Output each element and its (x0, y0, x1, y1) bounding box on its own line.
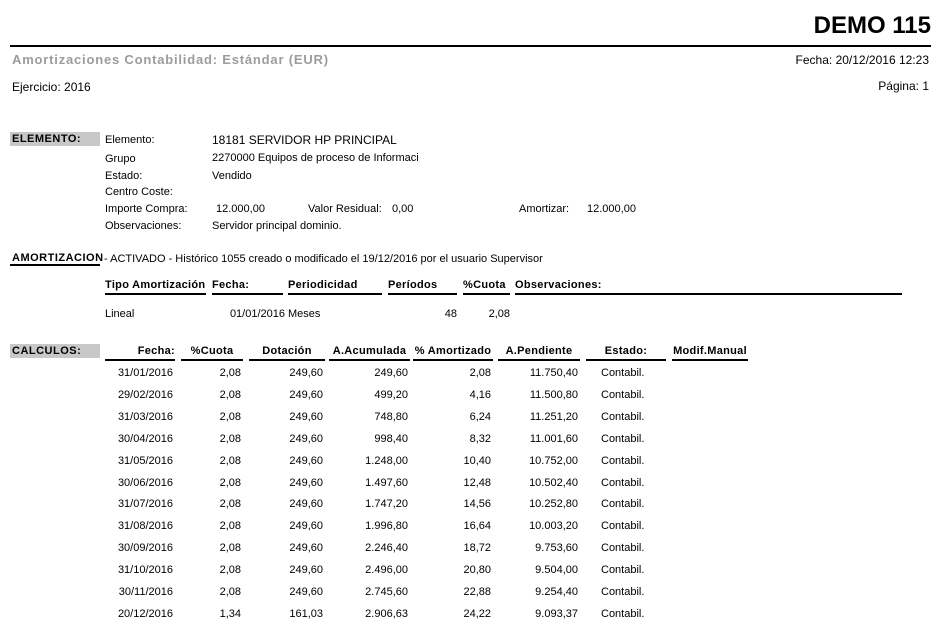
calc-pending: 10.502,40 (529, 477, 578, 489)
calc-amortized-pct: 16,64 (463, 520, 491, 532)
calc-dotation: 249,60 (289, 586, 323, 598)
calc-date: 31/10/2016 (117, 564, 173, 576)
group-label: Grupo (105, 153, 136, 165)
group-value: 2270000 Equipos de proceso de Informaci (212, 152, 419, 164)
calc-accumulated: 998,40 (374, 433, 408, 445)
calc-dotation: 249,60 (289, 564, 323, 576)
calc-date: 30/09/2016 (117, 542, 173, 554)
purchase-label: Importe Compra: (105, 203, 188, 215)
calc-header-amortized-pct: % Amortizado (413, 345, 493, 361)
amort-type: Lineal (105, 308, 135, 320)
calc-header-dotation: Dotación (249, 345, 325, 361)
calc-date: 30/06/2016 (117, 477, 173, 489)
page-number: Página: 1 (878, 79, 929, 93)
cost-center-label: Centro Coste: (105, 186, 173, 198)
calc-amortized-pct: 18,72 (463, 542, 491, 554)
print-date: Fecha: 20/12/2016 12:23 (795, 53, 929, 67)
calc-dotation: 161,03 (289, 608, 323, 620)
calc-amortized-pct: 4,16 (469, 389, 491, 401)
calc-status: Contabil. (601, 608, 645, 620)
calc-dotation: 249,60 (289, 498, 323, 510)
report-title: Amortizaciones Contabilidad: Estándar (EUR) (12, 52, 329, 67)
calc-accumulated: 1.248,00 (365, 455, 408, 467)
calc-header-accumulated: A.Acumulada (329, 345, 410, 361)
calc-date: 20/12/2016 (117, 608, 173, 620)
calc-accumulated: 748,80 (374, 411, 408, 423)
header-divider (10, 45, 931, 47)
section-label-amortization: AMORTIZACION (12, 252, 104, 264)
amort-quota: 2,08 (488, 308, 510, 320)
notes-label: Observaciones: (105, 220, 182, 232)
calc-quota: 2,08 (219, 367, 241, 379)
calc-accumulated: 1.996,80 (365, 520, 408, 532)
calc-dotation: 249,60 (289, 389, 323, 401)
calc-status: Contabil. (601, 367, 645, 379)
amortize-label: Amortizar: (519, 203, 570, 215)
section-label-calculations: CALCULOS: (10, 344, 100, 358)
calc-amortized-pct: 12,48 (463, 477, 491, 489)
calc-pending: 11.251,20 (529, 411, 578, 423)
calc-pending: 11.001,60 (529, 433, 578, 445)
company-name: DEMO 115 (813, 12, 931, 39)
amort-date: 01/01/2016 (229, 308, 285, 320)
calc-pending: 9.504,00 (535, 564, 578, 576)
notes-value: Servidor principal dominio. (212, 220, 342, 232)
calc-accumulated: 249,60 (374, 367, 408, 379)
calc-quota: 1,34 (219, 608, 241, 620)
calc-dotation: 249,60 (289, 520, 323, 532)
calc-pending: 9.093,37 (535, 608, 578, 620)
calc-status: Contabil. (601, 586, 645, 598)
calc-quota: 2,08 (219, 564, 241, 576)
calc-quota: 2,08 (219, 542, 241, 554)
col-header-periods: Períodos (388, 279, 457, 295)
calc-status: Contabil. (601, 477, 645, 489)
calc-quota: 2,08 (219, 455, 241, 467)
calc-amortized-pct: 20,80 (463, 564, 491, 576)
calc-header-date: Fecha: (105, 345, 175, 361)
calc-header-manual: Modif.Manual (672, 345, 748, 361)
calc-pending: 10.003,20 (529, 520, 578, 532)
calc-date: 31/01/2016 (117, 367, 173, 379)
calc-pending: 9.254,40 (535, 586, 578, 598)
calc-accumulated: 499,20 (374, 389, 408, 401)
calc-dotation: 249,60 (289, 455, 323, 467)
calc-accumulated: 2.496,00 (365, 564, 408, 576)
calc-dotation: 249,60 (289, 411, 323, 423)
calc-accumulated: 2.745,60 (365, 586, 408, 598)
col-header-quota: %Cuota (463, 279, 510, 295)
calc-amortized-pct: 22,88 (463, 586, 491, 598)
calc-date: 29/02/2016 (117, 389, 173, 401)
col-header-type: Tipo Amortización (105, 279, 206, 295)
calc-status: Contabil. (601, 389, 645, 401)
calc-amortized-pct: 14,56 (463, 498, 491, 510)
calc-status: Contabil. (601, 564, 645, 576)
calc-amortized-pct: 2,08 (469, 367, 491, 379)
calc-amortized-pct: 6,24 (469, 411, 491, 423)
calc-dotation: 249,60 (289, 433, 323, 445)
calc-amortized-pct: 24,22 (463, 608, 491, 620)
calc-accumulated: 1.747,20 (365, 498, 408, 510)
history-text: - ACTIVADO - Histórico 1055 creado o modificado el 19/12/2016 por el usuario Supervisor (104, 253, 543, 265)
calc-pending: 10.252,80 (529, 498, 578, 510)
calc-accumulated: 2.906,63 (365, 608, 408, 620)
exercise-year: Ejercicio: 2016 (12, 80, 91, 94)
calc-date: 31/08/2016 (117, 520, 173, 532)
calc-status: Contabil. (601, 520, 645, 532)
calc-quota: 2,08 (219, 586, 241, 598)
calc-quota: 2,08 (219, 477, 241, 489)
element-value: 18181 SERVIDOR HP PRINCIPAL (212, 133, 397, 147)
status-label: Estado: (105, 170, 143, 182)
residual-value: 0,00 (392, 203, 414, 215)
calc-date: 30/04/2016 (117, 433, 173, 445)
calc-status: Contabil. (601, 433, 645, 445)
calc-quota: 2,08 (219, 411, 241, 423)
calc-amortized-pct: 8,32 (469, 433, 491, 445)
calc-status: Contabil. (601, 411, 645, 423)
calc-quota: 2,08 (219, 520, 241, 532)
calc-pending: 10.752,00 (529, 455, 578, 467)
calc-pending: 11.500,80 (529, 389, 578, 401)
calc-header-status: Estado: (586, 345, 666, 361)
calc-pending: 9.753,60 (535, 542, 578, 554)
col-header-date: Fecha: (212, 279, 283, 295)
calc-quota: 2,08 (219, 433, 241, 445)
calc-dotation: 249,60 (289, 477, 323, 489)
calc-date: 30/11/2016 (118, 586, 173, 598)
section-label-element: ELEMENTO: (10, 132, 100, 146)
calc-pending: 11.750,40 (529, 367, 578, 379)
calc-amortized-pct: 10,40 (463, 455, 491, 467)
calc-header-quota: %Cuota (181, 345, 243, 361)
col-header-periodicity: Periodicidad (288, 279, 382, 295)
purchase-value: 12.000,00 (216, 203, 265, 215)
element-label: Elemento: (105, 134, 155, 146)
calc-status: Contabil. (601, 498, 645, 510)
calc-status: Contabil. (601, 455, 645, 467)
calc-accumulated: 1.497,60 (365, 477, 408, 489)
calc-quota: 2,08 (219, 498, 241, 510)
calc-accumulated: 2.246,40 (365, 542, 408, 554)
calc-dotation: 249,60 (289, 367, 323, 379)
calc-date: 31/03/2016 (117, 411, 173, 423)
calc-quota: 2,08 (219, 389, 241, 401)
calc-dotation: 249,60 (289, 542, 323, 554)
col-header-observations: Observaciones: (515, 279, 902, 295)
amort-periodicity: Meses (288, 308, 321, 320)
amortize-value: 12.000,00 (587, 203, 636, 215)
calc-date: 31/07/2016 (117, 498, 173, 510)
calc-header-pending: A.Pendiente (498, 345, 580, 361)
calc-status: Contabil. (601, 542, 645, 554)
status-value: Vendido (212, 170, 252, 182)
amort-periods: 48 (444, 308, 457, 320)
residual-label: Valor Residual: (308, 203, 382, 215)
calc-date: 31/05/2016 (117, 455, 173, 467)
